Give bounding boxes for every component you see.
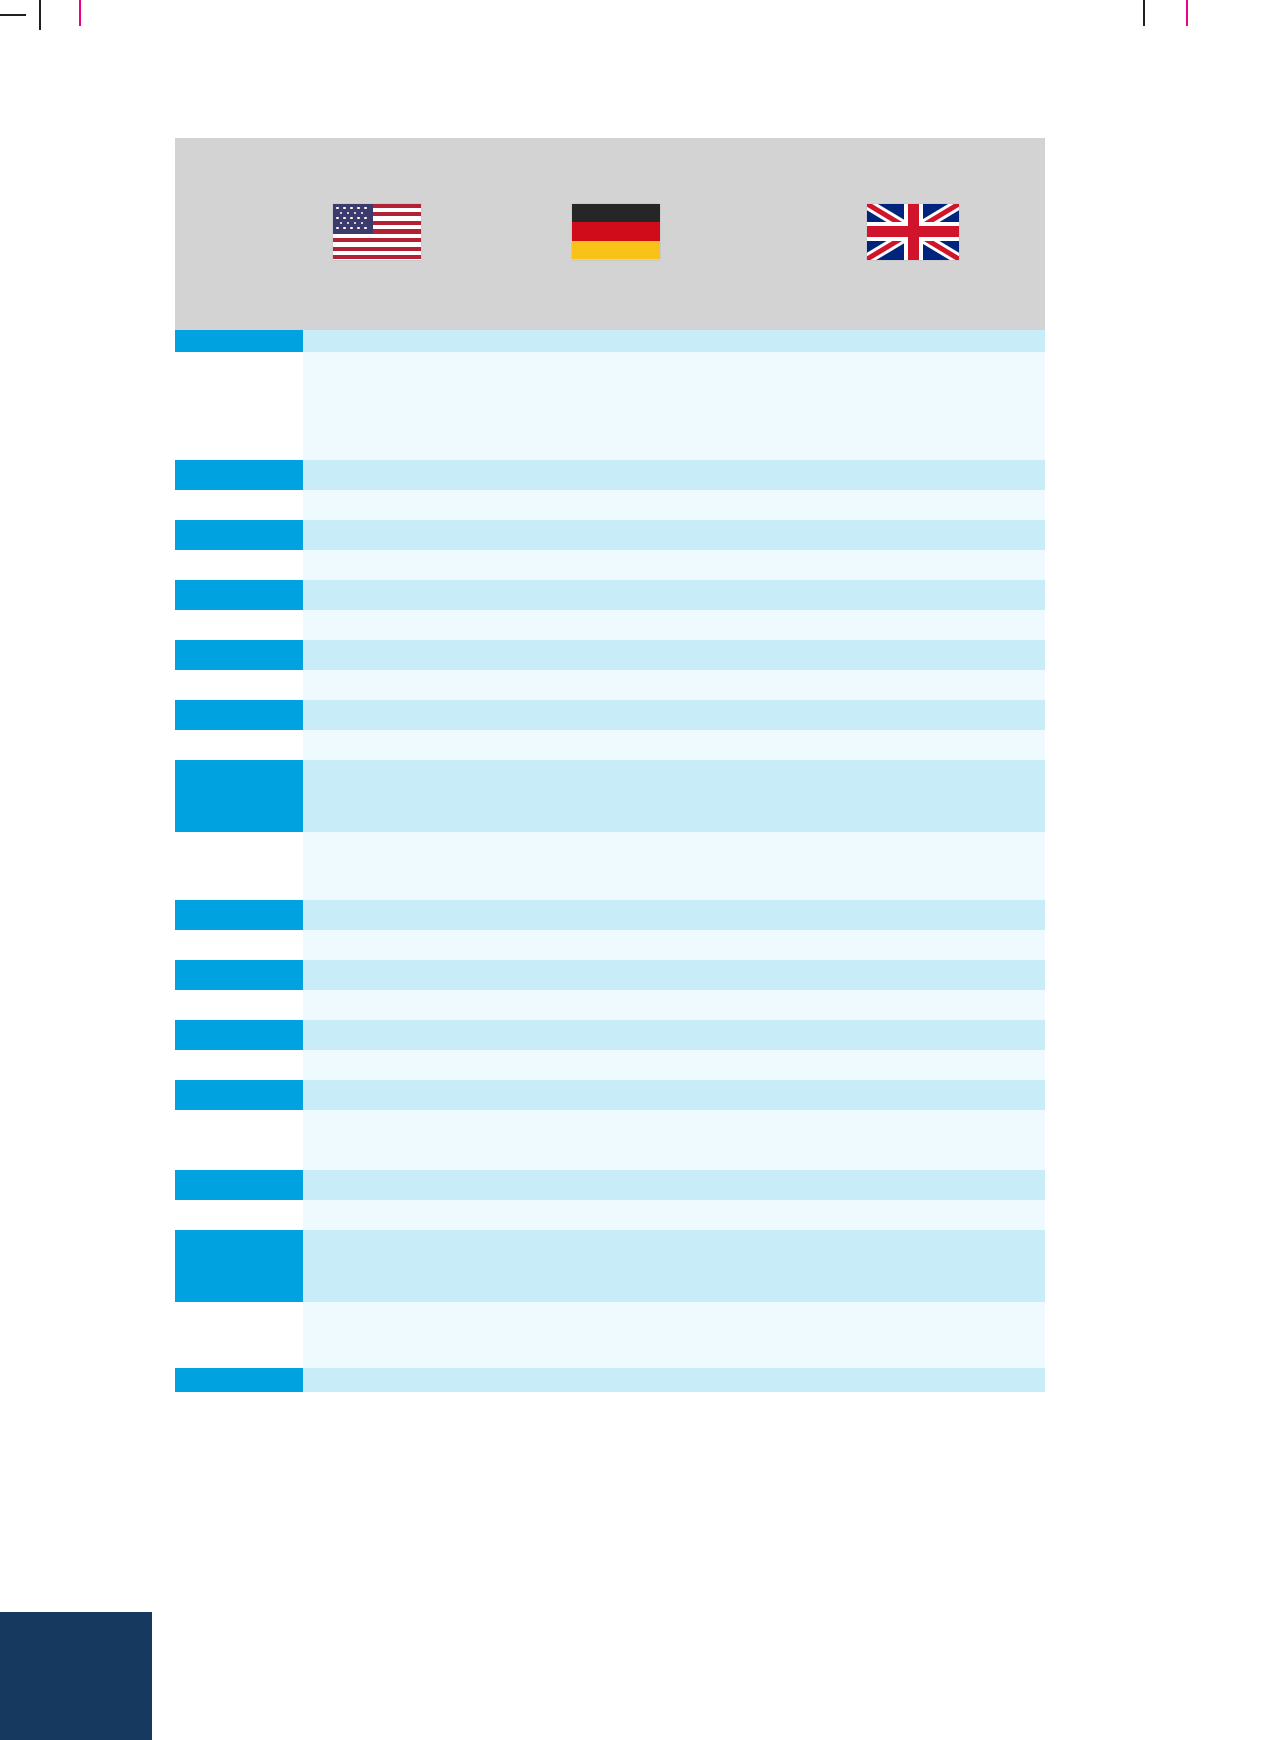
crop-mark-top-right-vertical: [1143, 0, 1145, 26]
table-row: [175, 1020, 1045, 1050]
row-cell-uk: [781, 1200, 1045, 1230]
row-cell-us: [303, 900, 451, 930]
row-cell-de: [451, 330, 781, 352]
country-comparison-table: [175, 138, 1045, 1392]
row-cell-uk: [781, 1230, 1045, 1302]
row-label-cell: [175, 330, 303, 352]
row-label-cell: [175, 520, 303, 550]
row-cell-us: [303, 460, 451, 490]
table-row: [175, 490, 1045, 520]
table-row: [175, 640, 1045, 670]
row-label-cell: [175, 1170, 303, 1200]
row-label-cell: [175, 1230, 303, 1302]
table-row: [175, 1302, 1045, 1368]
row-cell-de: [451, 700, 781, 730]
row-cell-us: [303, 670, 451, 700]
flag-de-icon: [572, 204, 660, 260]
table-row: [175, 900, 1045, 930]
row-label-cell: [175, 1110, 303, 1170]
row-cell-de: [451, 1020, 781, 1050]
row-cell-us: [303, 960, 451, 990]
row-cell-uk: [781, 1020, 1045, 1050]
row-cell-uk: [781, 490, 1045, 520]
row-label-cell: [175, 580, 303, 610]
table-row: [175, 700, 1045, 730]
row-cell-de: [451, 832, 781, 900]
row-cell-uk: [781, 1110, 1045, 1170]
row-cell-de: [451, 1200, 781, 1230]
row-label-cell: [175, 730, 303, 760]
row-cell-de: [451, 1170, 781, 1200]
row-cell-de: [451, 960, 781, 990]
row-label-cell: [175, 550, 303, 580]
row-cell-uk: [781, 960, 1045, 990]
row-cell-uk: [781, 1302, 1045, 1368]
crop-mark-top-left-vertical: [39, 0, 41, 30]
header-cell-de: [451, 138, 781, 330]
row-cell-de: [451, 490, 781, 520]
row-label-cell: [175, 832, 303, 900]
row-cell-us: [303, 640, 451, 670]
row-cell-us: [303, 730, 451, 760]
row-label-cell: [175, 1020, 303, 1050]
row-cell-uk: [781, 1368, 1045, 1392]
table-row: [175, 670, 1045, 700]
row-cell-us: [303, 1302, 451, 1368]
row-cell-uk: [781, 730, 1045, 760]
row-label-cell: [175, 460, 303, 490]
table-row: [175, 960, 1045, 990]
row-cell-us: [303, 1050, 451, 1080]
row-label-cell: [175, 930, 303, 960]
row-cell-us: [303, 700, 451, 730]
row-cell-uk: [781, 610, 1045, 640]
row-cell-us: [303, 760, 451, 832]
row-cell-us: [303, 352, 451, 460]
table-header-row: [175, 138, 1045, 330]
row-label-cell: [175, 352, 303, 460]
row-label-cell: [175, 610, 303, 640]
row-cell-uk: [781, 930, 1045, 960]
row-label-cell: [175, 900, 303, 930]
table-row: [175, 1110, 1045, 1170]
row-cell-de: [451, 900, 781, 930]
flag-uk-icon: [867, 204, 959, 260]
header-cell-uk: [781, 138, 1045, 330]
row-cell-uk: [781, 550, 1045, 580]
table-row: [175, 1170, 1045, 1200]
row-cell-de: [451, 1080, 781, 1110]
row-cell-us: [303, 930, 451, 960]
row-label-cell: [175, 1200, 303, 1230]
row-cell-us: [303, 1080, 451, 1110]
table-row: [175, 760, 1045, 832]
row-cell-de: [451, 1368, 781, 1392]
row-label-cell: [175, 1050, 303, 1080]
table-row: [175, 930, 1045, 960]
row-cell-de: [451, 1110, 781, 1170]
row-cell-de: [451, 460, 781, 490]
table-row: [175, 352, 1045, 460]
row-label-cell: [175, 990, 303, 1020]
comparison-table-wrapper: [175, 138, 1045, 1392]
table-row: [175, 1230, 1045, 1302]
table-row: [175, 990, 1045, 1020]
row-label-cell: [175, 960, 303, 990]
table-row: [175, 1368, 1045, 1392]
row-cell-us: [303, 520, 451, 550]
row-cell-de: [451, 1302, 781, 1368]
row-label-cell: [175, 640, 303, 670]
table-row: [175, 520, 1045, 550]
row-cell-us: [303, 990, 451, 1020]
table-row: [175, 550, 1045, 580]
table-row: [175, 330, 1045, 352]
row-cell-us: [303, 1110, 451, 1170]
row-cell-us: [303, 330, 451, 352]
row-cell-de: [451, 930, 781, 960]
row-cell-uk: [781, 760, 1045, 832]
row-cell-de: [451, 990, 781, 1020]
flag-us-icon: [333, 204, 421, 260]
row-cell-us: [303, 580, 451, 610]
row-cell-de: [451, 550, 781, 580]
row-cell-us: [303, 1020, 451, 1050]
row-cell-uk: [781, 832, 1045, 900]
row-label-cell: [175, 760, 303, 832]
row-cell-de: [451, 610, 781, 640]
row-cell-us: [303, 610, 451, 640]
row-cell-de: [451, 760, 781, 832]
row-cell-de: [451, 1230, 781, 1302]
row-cell-de: [451, 1050, 781, 1080]
row-cell-uk: [781, 352, 1045, 460]
row-cell-us: [303, 832, 451, 900]
row-cell-uk: [781, 900, 1045, 930]
row-cell-de: [451, 352, 781, 460]
table-row: [175, 610, 1045, 640]
row-label-cell: [175, 1080, 303, 1110]
row-cell-uk: [781, 580, 1045, 610]
row-label-cell: [175, 1368, 303, 1392]
crop-mark-top-left-vertical-magenta: [79, 0, 81, 26]
row-cell-uk: [781, 1050, 1045, 1080]
row-cell-uk: [781, 330, 1045, 352]
row-cell-uk: [781, 670, 1045, 700]
table-row: [175, 1200, 1045, 1230]
row-cell-de: [451, 730, 781, 760]
header-cell-criterion: [175, 138, 303, 330]
table-row: [175, 832, 1045, 900]
row-cell-us: [303, 1230, 451, 1302]
row-cell-uk: [781, 990, 1045, 1020]
table-row: [175, 730, 1045, 760]
row-label-cell: [175, 670, 303, 700]
row-cell-us: [303, 1368, 451, 1392]
table-row: [175, 1050, 1045, 1080]
table-row: [175, 460, 1045, 490]
crop-mark-top-left-horizontal: [0, 14, 26, 16]
row-cell-us: [303, 490, 451, 520]
row-cell-uk: [781, 640, 1045, 670]
row-label-cell: [175, 490, 303, 520]
page-corner-block: [0, 1612, 152, 1740]
header-cell-us: [303, 138, 451, 330]
row-label-cell: [175, 1302, 303, 1368]
table-row: [175, 580, 1045, 610]
row-label-cell: [175, 700, 303, 730]
table-row: [175, 1080, 1045, 1110]
row-cell-us: [303, 550, 451, 580]
row-cell-de: [451, 640, 781, 670]
row-cell-uk: [781, 460, 1045, 490]
crop-mark-top-right-vertical-magenta: [1186, 0, 1188, 26]
row-cell-de: [451, 520, 781, 550]
row-cell-us: [303, 1200, 451, 1230]
row-cell-uk: [781, 1170, 1045, 1200]
row-cell-de: [451, 580, 781, 610]
row-cell-us: [303, 1170, 451, 1200]
row-cell-uk: [781, 1080, 1045, 1110]
row-cell-uk: [781, 520, 1045, 550]
row-cell-de: [451, 670, 781, 700]
row-cell-uk: [781, 700, 1045, 730]
